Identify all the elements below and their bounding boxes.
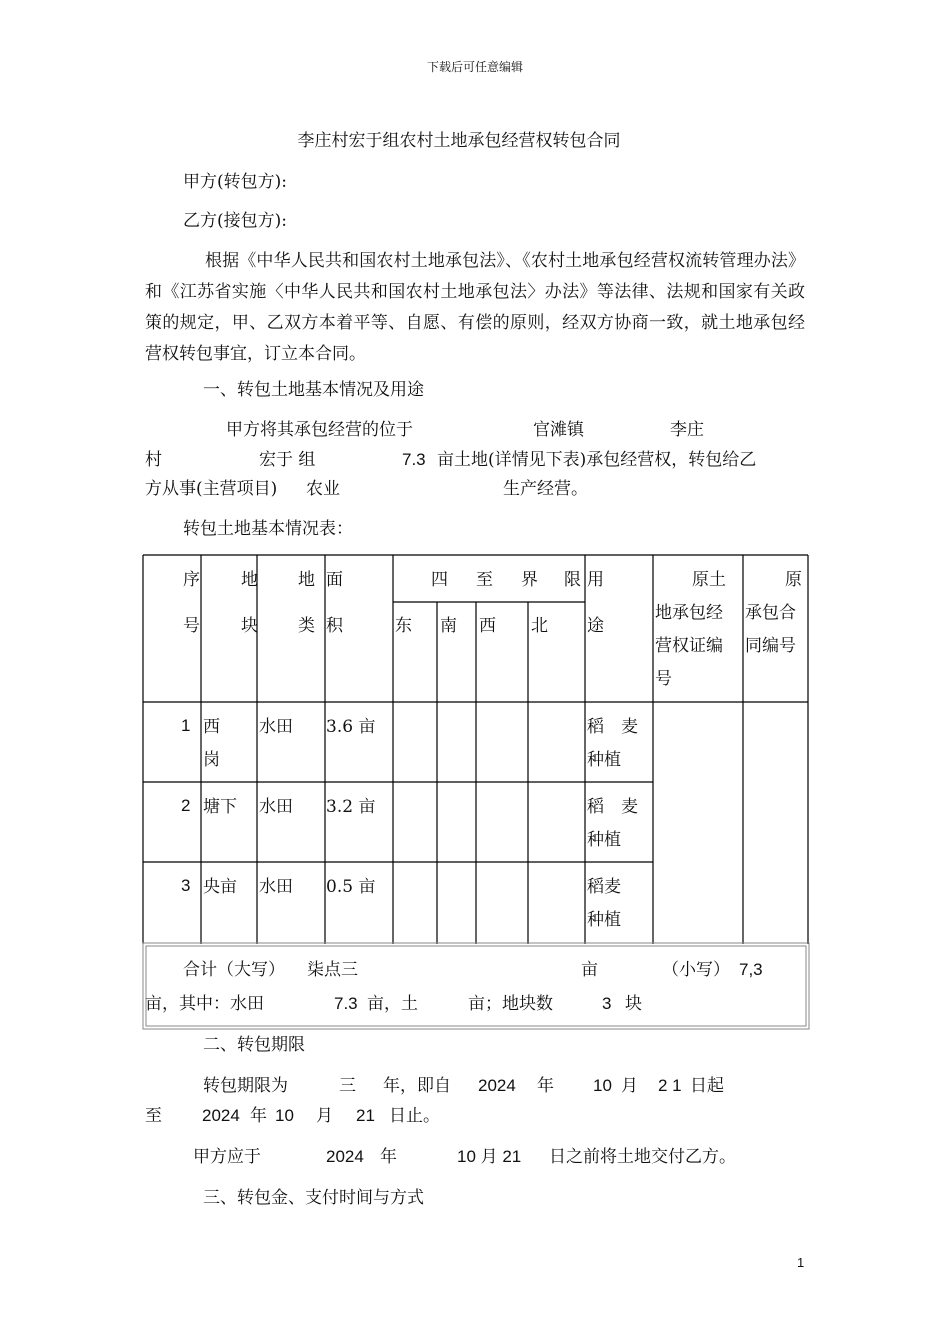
row1-area: 3.6 亩 [326, 717, 376, 737]
term-qi: 日起 [690, 1076, 724, 1096]
total-paddy: 7.3 [334, 994, 358, 1013]
section-3-heading: 三、转包金、支付时间与方式 [203, 1188, 424, 1208]
total-line2-c: 亩；地块数 [468, 994, 553, 1014]
s1-text-b: 亩土地(详情见下表)承包经营权，转包给乙 [437, 450, 757, 470]
term-end-yue: 月 [316, 1106, 333, 1126]
th-contract-3: 同编号 [745, 636, 796, 656]
th-bound-3: 界 [521, 570, 538, 590]
row1-plot-1: 西 [203, 717, 220, 737]
term-zhi: 至 [145, 1106, 162, 1126]
row1-plot-2: 岗 [203, 750, 220, 770]
total-line2-a: 亩，其中：水田 [145, 994, 264, 1014]
s1-village: 李庄 [670, 420, 704, 440]
term-nian: 年 [537, 1076, 554, 1096]
row3-plot: 央亩 [203, 877, 237, 897]
term-zhi2: 日止。 [389, 1106, 440, 1126]
th-use-1: 用 [587, 570, 604, 590]
th-bound-2: 至 [476, 570, 493, 590]
row3-area: 0.5 亩 [326, 877, 376, 897]
th-contract-2: 承包合 [745, 603, 796, 623]
th-cert-4: 号 [655, 669, 672, 689]
term-a: 转包期限为 [203, 1076, 288, 1096]
intro-paragraph: 根据《中华人民共和国农村土地承包法》、《农村土地承包经营权流转管理办法》和《江苏省实施〈中华人民共和国农村土地承包法〉办法》等法律、法规和国家有关政策的规定，甲、乙双方本着平等、自愿、有偿的原则，经双方协商一致，就土地承包经营权转包事宜，订立本合同。 [145, 251, 805, 364]
row3-use-2: 种植 [587, 910, 621, 930]
row2-seq: 2 [181, 796, 191, 815]
total-count: 3 [602, 994, 612, 1013]
th-use-2: 途 [587, 616, 604, 636]
s1-text-a: 甲方将其承包经营的位于 [226, 420, 413, 440]
th-area-1: 面 [326, 570, 343, 590]
s1-village-suffix: 村 [145, 450, 162, 470]
term-start-day: 2 1 [658, 1076, 682, 1095]
th-cert-3: 营权证编 [655, 636, 723, 656]
th-type-2: 类 [298, 616, 315, 636]
deliver-nian: 年 [380, 1147, 397, 1167]
table-caption: 转包土地基本情况表： [183, 519, 353, 539]
term-yue: 月 [621, 1076, 638, 1096]
th-bound-1: 四 [431, 570, 448, 590]
s1-text-d: 生产经营。 [503, 479, 588, 499]
th-plot-2: 块 [241, 616, 258, 636]
row2-use-2: 种植 [587, 830, 621, 850]
term-start-year: 2024 [478, 1076, 516, 1095]
term-end-month: 10 [275, 1106, 294, 1125]
total-lower-label: （小写） [662, 960, 730, 980]
th-contract-1: 原 [785, 570, 802, 590]
deliver-year: 2024 [326, 1147, 364, 1166]
row3-seq: 3 [181, 876, 191, 895]
th-cert-2: 地承包经 [655, 603, 723, 623]
th-south: 南 [440, 616, 457, 636]
th-plot-1: 地 [241, 570, 258, 590]
row1-use-2: 种植 [587, 750, 621, 770]
th-east: 东 [395, 616, 412, 636]
s1-project: 农业 [306, 479, 340, 499]
row1-use-1: 稻 麦 [587, 717, 638, 737]
row2-area: 3.2 亩 [326, 797, 376, 817]
term-b: 年，即自 [383, 1076, 451, 1096]
term-end-day: 21 [356, 1106, 375, 1125]
party-a-label: 甲方(转包方): [183, 172, 287, 192]
section-2-heading: 二、转包期限 [203, 1035, 305, 1055]
total-line2-b: 亩，土 [367, 994, 418, 1014]
s1-group: 宏于 组 [259, 450, 316, 470]
deliver-date: 10 月 21 [457, 1147, 522, 1166]
th-seq-1: 序 [183, 570, 200, 590]
term-start-month: 10 [593, 1076, 612, 1095]
th-seq-2: 号 [183, 616, 200, 636]
total-lower: 7,3 [739, 960, 763, 979]
row1-type: 水田 [259, 717, 293, 737]
total-line2-d: 块 [625, 994, 642, 1014]
s1-text-c: 方从事(主营项目) [145, 479, 278, 499]
total-mu: 亩 [581, 960, 598, 980]
deliver-b: 日之前将土地交付乙方。 [549, 1147, 736, 1167]
document-title: 李庄村宏于组农村土地承包经营权转包合同 [297, 131, 621, 151]
deliver-a: 甲方应于 [193, 1147, 261, 1167]
row2-use-1: 稻 麦 [587, 797, 638, 817]
term-years: 三 [339, 1076, 356, 1096]
row3-type: 水田 [259, 877, 293, 897]
total-upper: 柒点三 [307, 960, 358, 980]
s1-town: 官滩镇 [533, 420, 584, 440]
th-cert-1: 原土 [692, 570, 726, 590]
row1-seq: 1 [181, 716, 191, 735]
th-bound-4: 限 [564, 570, 581, 590]
party-b-label: 乙方(接包方): [183, 211, 287, 231]
term-end-year: 2024 [202, 1106, 240, 1125]
page-number: 1 [797, 1255, 805, 1270]
page-header: 下载后可任意编辑 [426, 60, 523, 74]
th-west: 西 [479, 616, 496, 636]
row3-use-1: 稻麦 [587, 877, 621, 897]
th-type-1: 地 [298, 570, 315, 590]
th-area-2: 积 [326, 616, 343, 636]
term-end-nian: 年 [250, 1106, 267, 1126]
th-north: 北 [531, 616, 548, 636]
total-label: 合计（大写） [183, 960, 285, 980]
row2-plot: 塘下 [203, 797, 237, 817]
row2-type: 水田 [259, 797, 293, 817]
s1-area: 7.3 [402, 450, 426, 469]
section-1-heading: 一、转包土地基本情况及用途 [203, 380, 424, 400]
